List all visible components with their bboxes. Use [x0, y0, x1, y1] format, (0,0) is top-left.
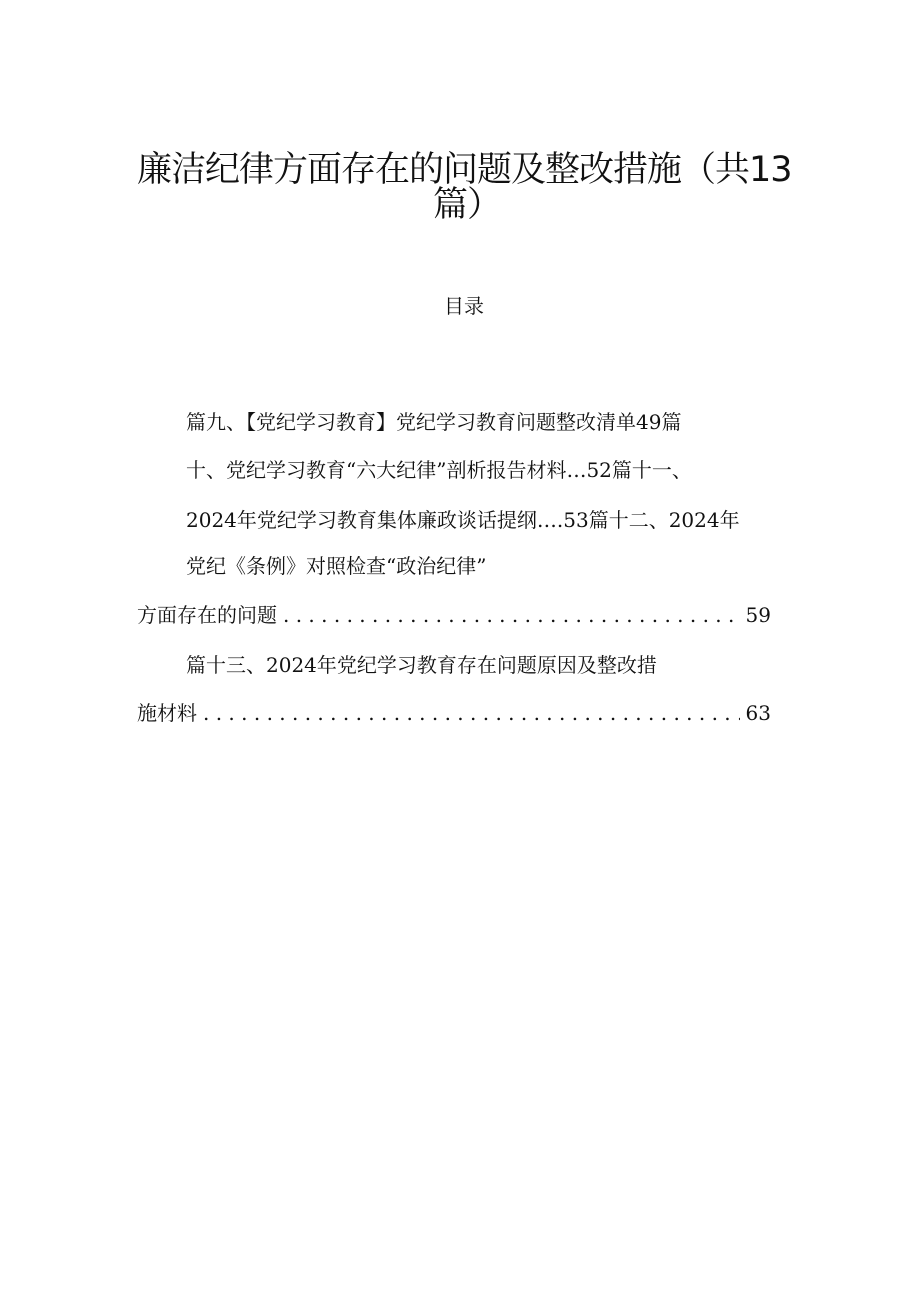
toc-dot-leader [203, 703, 740, 723]
toc-line: 党纪《条例》对照检查“政治纪律” [186, 554, 487, 578]
toc-line: 篇十三、2024年党纪学习教育存在问题原因及整改措 [186, 653, 657, 677]
toc-line: 篇九、【党纪学习教育】党纪学习教育问题整改清单49篇 [186, 410, 682, 434]
toc-entry-text: 施材料 [137, 701, 197, 725]
document-title-line-1: 廉洁纪律方面存在的问题及整改措施（共13 [137, 150, 792, 190]
toc-line: 十、党纪学习教育“六大纪律”剖析报告材料…52篇十一、 [186, 458, 692, 482]
document-title-line-2: 篇） [433, 185, 502, 225]
toc-entry [137, 703, 771, 723]
toc-page-number: 59 [745, 603, 771, 627]
toc-entry-text: 方面存在的问题 [137, 603, 277, 627]
toc-heading: 目录 [444, 294, 484, 318]
toc-entry [137, 605, 771, 625]
toc-page-number: 63 [745, 701, 771, 725]
toc-dot-leader [283, 605, 740, 625]
toc-line: 2024年党纪学习教育集体廉政谈话提纲….53篇十二、2024年 [186, 508, 740, 532]
